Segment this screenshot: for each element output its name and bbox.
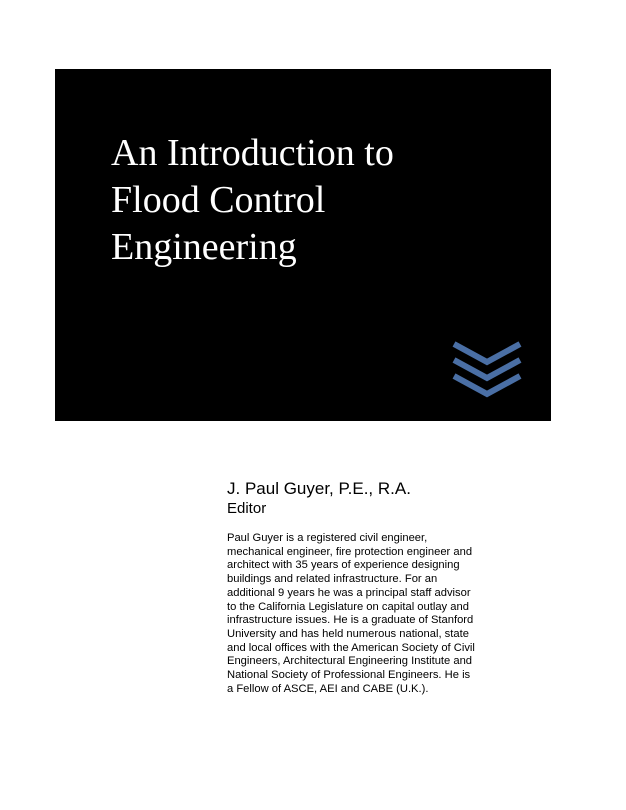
bio-line: Engineers, Architectural Engineering Institute and: [227, 655, 473, 668]
author-name: J. Paul Guyer, P.E., R.A.: [227, 479, 411, 498]
author-block: [227, 478, 527, 696]
bio-line: additional 9 years he was a principal staff advisor: [227, 586, 471, 599]
bio-line: architect with 35 years of experience designing: [227, 559, 460, 572]
bio-line: to the California Legislature on capital outlay and: [227, 600, 469, 613]
author-role: Editor: [227, 500, 267, 517]
title-line: Engineering: [111, 226, 297, 268]
triple-chevron-down-icon: [452, 340, 522, 398]
cover-panel: [55, 69, 551, 421]
bio-line: buildings and related infrastructure. For an: [227, 573, 438, 586]
author-bio: [227, 532, 527, 696]
bio-line: University and has held numerous national, state: [227, 627, 469, 640]
bio-line: Paul Guyer is a registered civil engineer,: [227, 532, 428, 544]
bio-line: National Society of Professional Engineers. He is: [227, 669, 471, 682]
bio-line: a Fellow of ASCE, AEI and CABE (U.K.).: [227, 682, 429, 695]
bio-line: infrastructure issues. He is a graduate of Stanford: [227, 614, 474, 627]
title-line: An Introduction to: [111, 132, 394, 174]
bio-line: and local offices with the American Society of Civil: [227, 641, 475, 654]
title-line: Flood Control: [111, 179, 326, 221]
book-title: [111, 130, 394, 271]
bio-line: mechanical engineer, fire protection engineer and: [227, 545, 473, 558]
